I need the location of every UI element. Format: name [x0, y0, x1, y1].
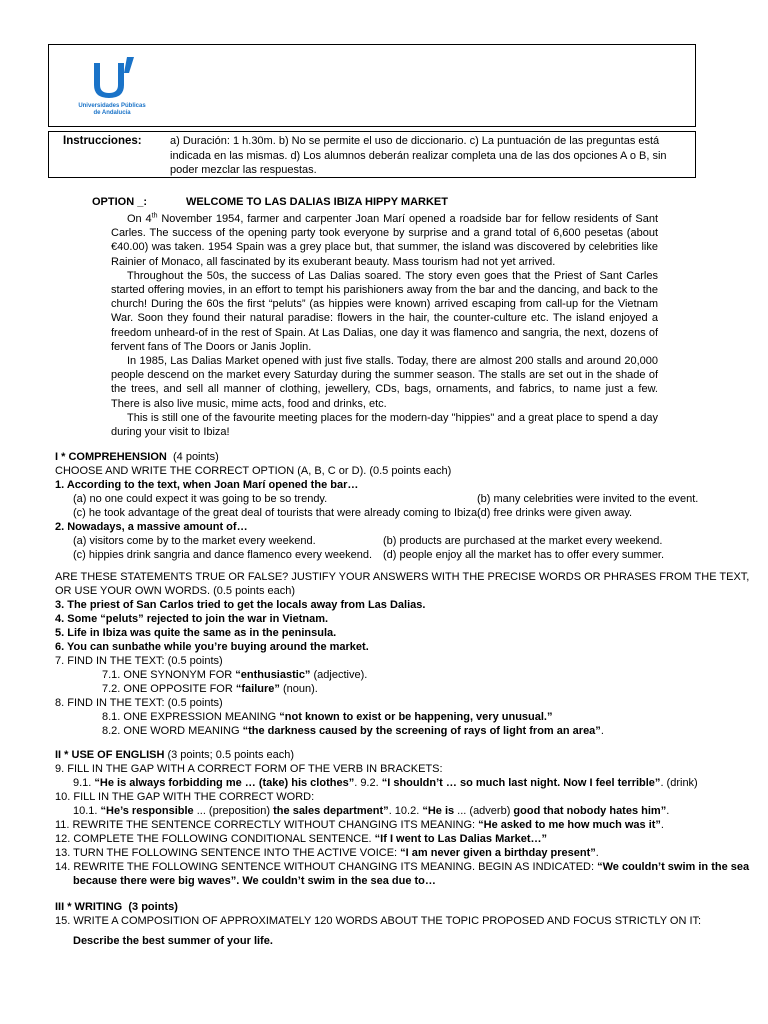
question-8-1: 8.1. ONE EXPRESSION MEANING “not known to exist or be happening, very unusual.”: [102, 711, 553, 723]
question-1-option-d: (d) free drinks were given away.: [477, 507, 633, 519]
instructions-box: [48, 131, 696, 178]
comprehension-heading: I * COMPREHENSION (4 points): [55, 451, 219, 463]
comprehension-instruction: CHOOSE AND WRITE THE CORRECT OPTION (A, B, C or D). (0.5 points each): [55, 465, 452, 477]
question-2-option-c: (c) hippies drink sangria and dance flamenco every weekend.: [73, 549, 372, 561]
question-8: 8. FIND IN THE TEXT: (0.5 points): [55, 697, 223, 709]
logo-caption-line1: Universidades Públicas: [78, 103, 146, 109]
passage-title: WELCOME TO LAS DALIAS IBIZA HIPPY MARKET: [186, 196, 448, 208]
true-false-instruction-2: OR USE YOUR OWN WORDS. (0.5 points each): [55, 585, 296, 597]
question-9-items: 9.1. “He is always forbidding me … (take) his clothes”. 9.2. “I shouldn’t … so much last night. Now I feel terrible”. (drink): [73, 777, 698, 789]
writing-topic: Describe the best summer of your life.: [73, 935, 273, 947]
question-8-2: 8.2. ONE WORD MEANING “the darkness caused by the screening of rays of light from an area”.: [102, 725, 604, 737]
question-10: 10. FILL IN THE GAP WITH THE CORRECT WORD:: [55, 791, 315, 803]
question-2-option-a: (a) visitors come by to the market every weekend.: [73, 535, 316, 547]
option-title-row: [92, 195, 448, 209]
question-14-continuation: because there were big waves”. We couldn’t swim in the sea due to…: [73, 875, 436, 887]
use-of-english-heading: II * USE OF ENGLISH (3 points; 0.5 points each): [55, 749, 295, 761]
instructions-text: a) Duración: 1 h.30m. b) No se permite el uso de diccionario. c) La puntuación de las preguntas está indicada en las mismas. d) Los alumnos deberán realizar completa una de las dos opciones A o B, sin poder mezclar las respuestas.: [170, 135, 667, 176]
u-logo-icon: [67, 53, 157, 103]
question-7: 7. FIND IN THE TEXT: (0.5 points): [55, 655, 223, 667]
question-2-option-b: (b) products are purchased at the market every weekend.: [383, 535, 663, 547]
passage-paragraph-2: Throughout the 50s, the success of Las Dalias soared. The story even goes that the Priest of Sant Carles started offering movies, in an effort to tempt his parishioners away from the bar and the dancing, and back to the church! During the 60s the first “peluts” (as hippies were known) arrived escaping from call-up for the Vietnam War. Soon they found their natural paradise: flowers in the hair, the counter-culture etc. The island enjoyed a freedom unheard-of in the rest of Spain. At Las Dalias, one day it was flamenco and sangria, the next, dozens of fervent fans of The Doors or Janis Joplin.: [111, 269, 658, 353]
question-11: 11. REWRITE THE SENTENCE CORRECTLY WITHOUT CHANGING ITS MEANING: “He asked to me how much was it”.: [55, 819, 664, 831]
question-1-option-c: (c) he took advantage of the great deal of tourists that were already coming to Ibiza.: [73, 507, 481, 519]
question-6: 6. You can sunbathe while you’re buying around the market.: [55, 641, 369, 653]
reading-passage: [111, 212, 658, 439]
passage-paragraph-4: This is still one of the favourite meeting places for the modern-day "hippies" and a great place to spend a day during your visit to Ibiza!: [111, 411, 658, 439]
question-10-items: 10.1. “He’s responsible ... (preposition) the sales department”. 10.2. “He is ... (adverb) good that nobody hates him”.: [73, 805, 670, 817]
true-false-instruction-1: ARE THESE STATEMENTS TRUE OR FALSE? JUSTIFY YOUR ANSWERS WITH THE PRECISE WORDS OR PHRASES FROM THE TEXT,: [55, 571, 750, 583]
question-5: 5. Life in Ibiza was quite the same as in the peninsula.: [55, 627, 337, 639]
question-13: 13. TURN THE FOLLOWING SENTENCE INTO THE ACTIVE VOICE: “I am never given a birthday present”.: [55, 847, 599, 859]
passage-paragraph-1: On 4th November 1954, farmer and carpenter Joan Marí opened a roadside bar for fellow residents of Sant Carles. The success of the opening party took everyone by surprise and a grand total of 6,600 pesetas (about €40.00) was taken. 1954 Spain was a grey place but, that summer, the island was discovered by celebrities like Rainier of Monaco, all fascinated by its exuberant beauty. Mass tourism had not yet arrived.: [111, 212, 658, 268]
university-logo: [67, 53, 157, 121]
question-1-option-a: (a) no one could expect it was going to be so trendy.: [73, 493, 328, 505]
instructions-label: Instrucciones:: [63, 135, 142, 147]
question-9: 9. FILL IN THE GAP WITH A CORRECT FORM OF THE VERB IN BRACKETS:: [55, 763, 443, 775]
logo-caption-line2: de Andalucía: [93, 110, 131, 116]
question-7-1: 7.1. ONE SYNONYM FOR “enthusiastic” (adjective).: [102, 669, 368, 681]
passage-paragraph-3: In 1985, Las Dalias Market opened with just five stalls. Today, there are almost 200 stalls and around 20,000 people descend on the market every Saturday during the summer season. The stalls are set out in the shade of the trees, and sell all manner of clothing, jewellery, CDs, bags, ornaments, and fabrics, to name just a few. There is also live music, mime acts, food and drinks, etc.: [111, 355, 658, 410]
question-12: 12. COMPLETE THE FOLLOWING CONDITIONAL SENTENCE. “If I went to Las Dalias Market…”: [55, 833, 548, 845]
question-3: 3. The priest of San Carlos tried to get the locals away from Las Dalias.: [55, 599, 426, 611]
header-box: [48, 44, 696, 127]
question-4: 4. Some “peluts” rejected to join the war in Vietnam.: [55, 613, 329, 625]
question-14: 14. REWRITE THE FOLLOWING SENTENCE WITHOUT CHANGING ITS MEANING. BEGIN AS INDICATED: “We couldn’t swim in the sea: [55, 861, 750, 873]
option-label: OPTION _:: [92, 196, 148, 208]
question-1-option-b: (b) many celebrities were invited to the event.: [477, 493, 699, 505]
question-7-2: 7.2. ONE OPPOSITE FOR “failure” (noun).: [102, 683, 318, 695]
question-2-option-d: (d) people enjoy all the market has to offer every summer.: [383, 549, 665, 561]
question-1: 1. According to the text, when Joan Marí opened the bar…: [55, 479, 359, 491]
question-15: 15. WRITE A COMPOSITION OF APPROXIMATELY 120 WORDS ABOUT THE TOPIC PROPOSED AND FOCUS STRICTLY ON IT:: [55, 915, 702, 927]
writing-heading: III * WRITING (3 points): [55, 901, 178, 913]
question-2: 2. Nowadays, a massive amount of…: [55, 521, 248, 533]
